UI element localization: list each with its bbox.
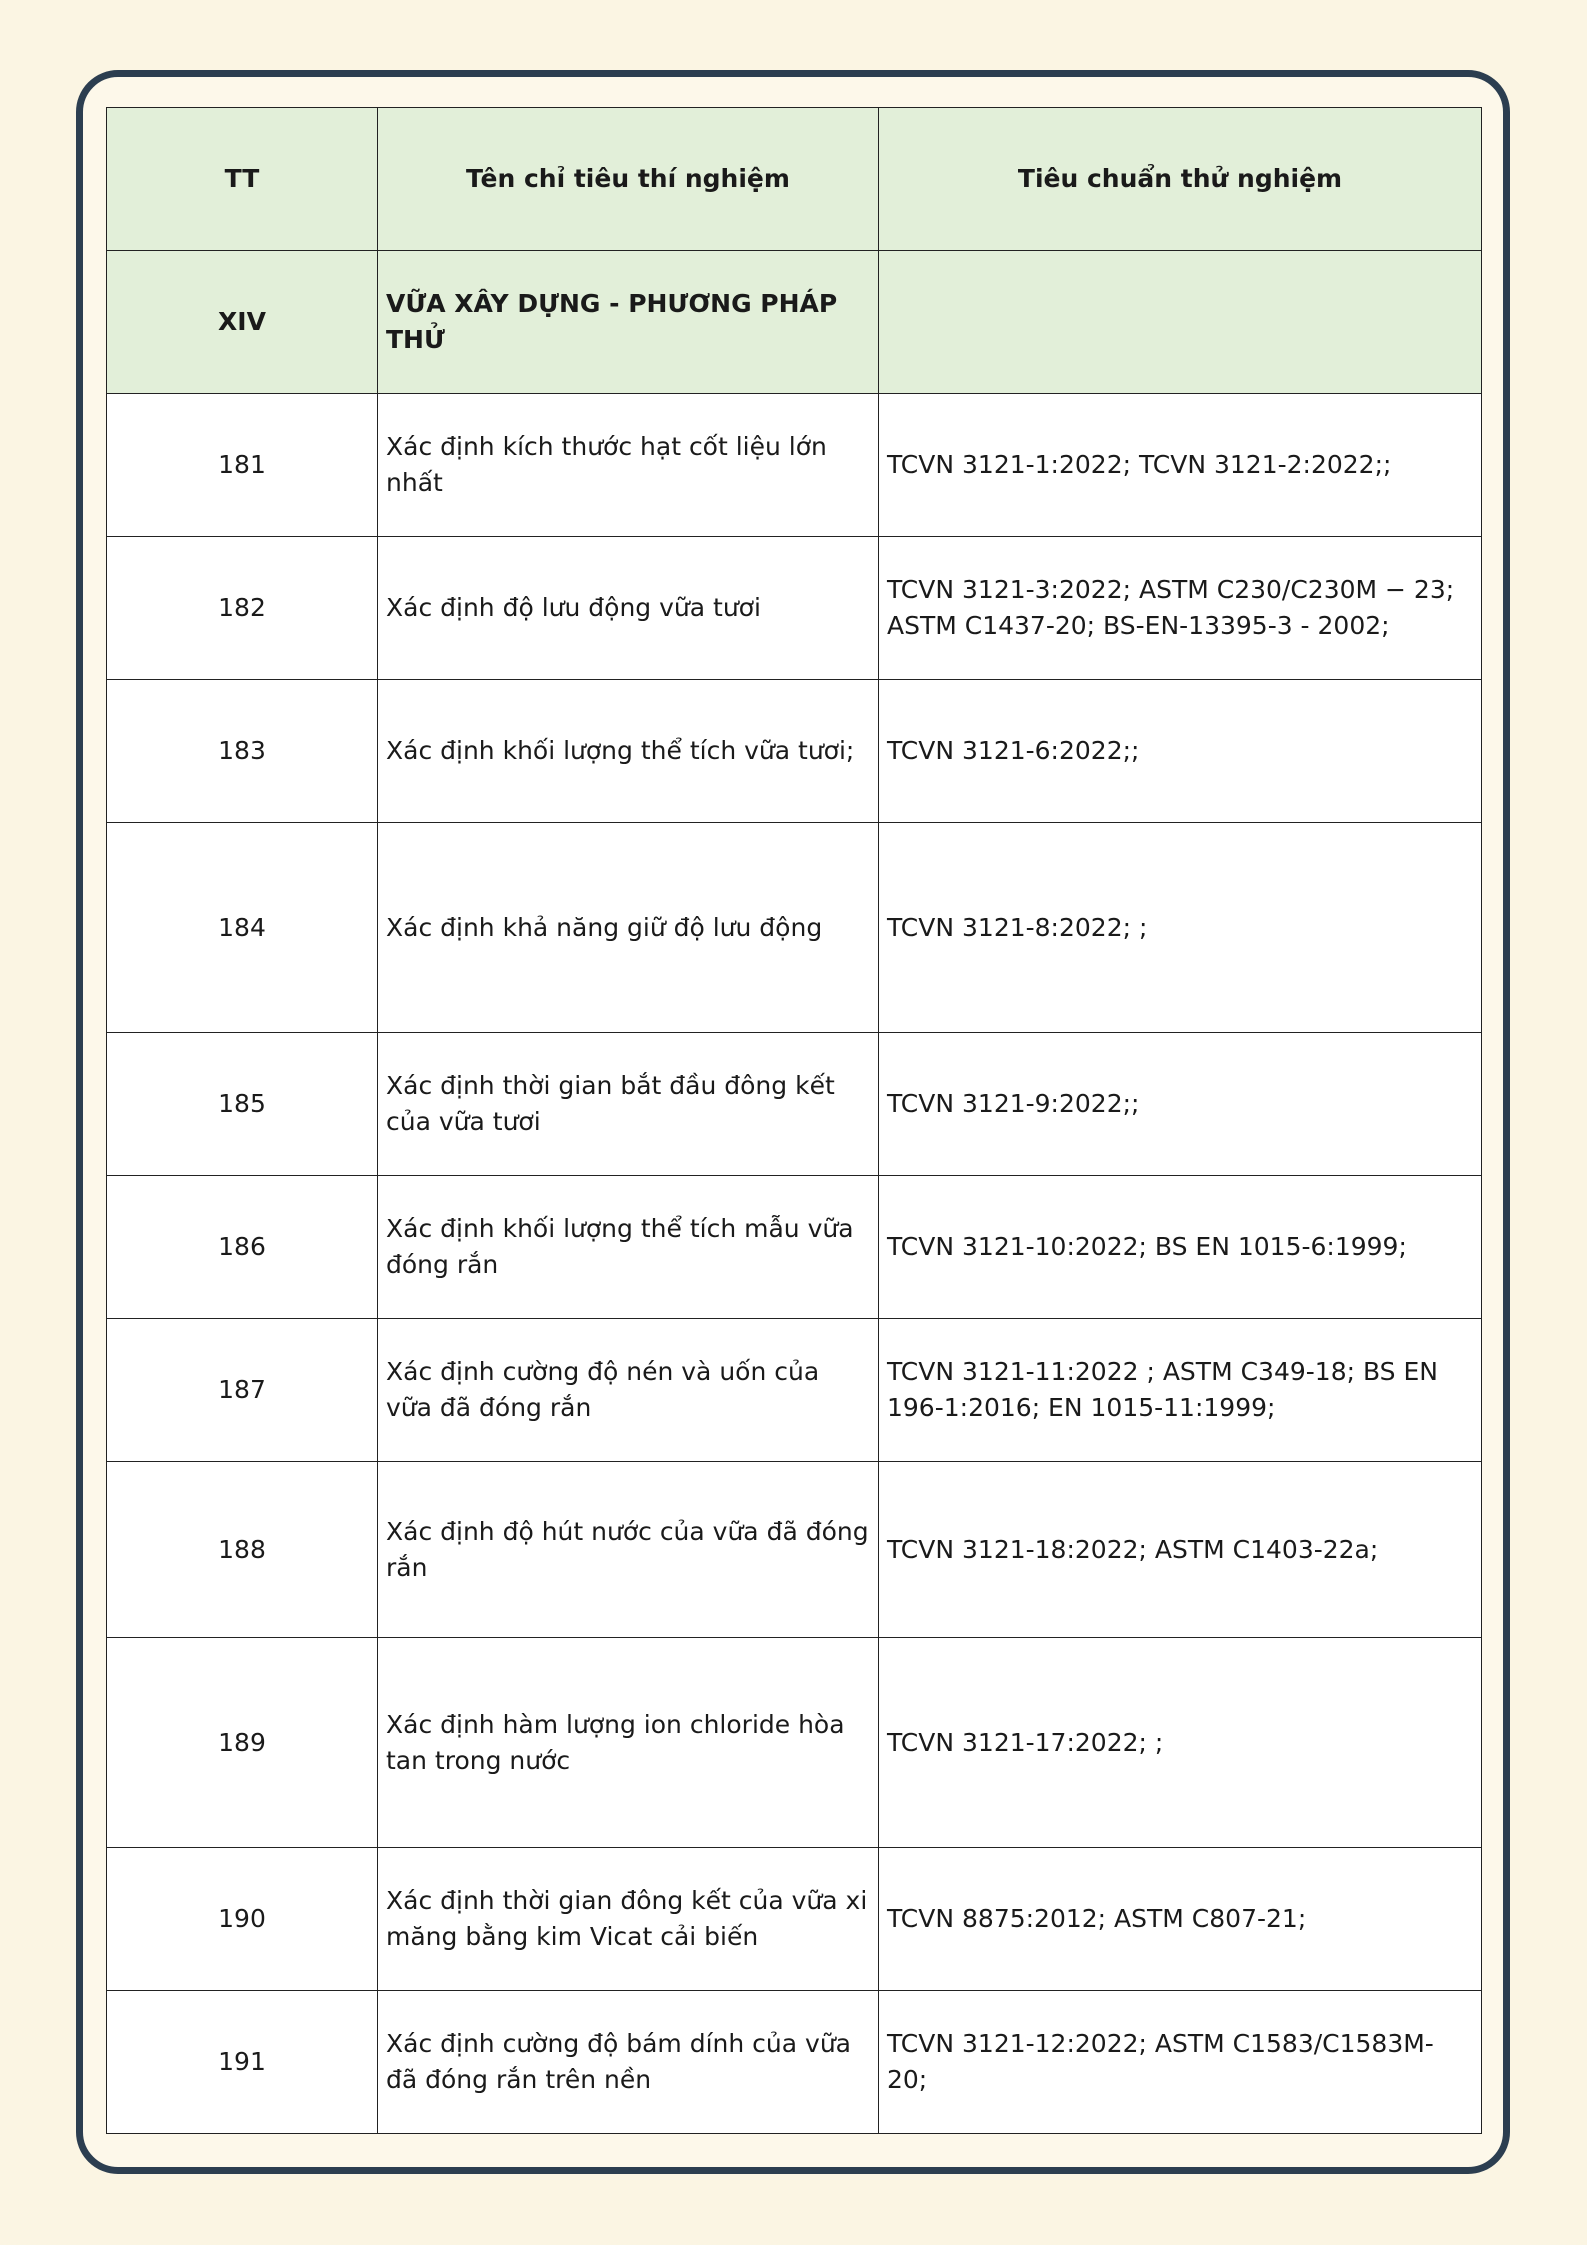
- header-standard: Tiêu chuẩn thử nghiệm: [879, 108, 1482, 251]
- row-name: Xác định khả năng giữ độ lưu động: [378, 823, 879, 1033]
- table-row: [107, 1462, 1482, 1638]
- row-name: Xác định hàm lượng ion chloride hòa tan trong nước: [378, 1638, 879, 1848]
- row-name: Xác định thời gian đông kết của vữa xi măng bằng kim Vicat cải biến: [378, 1848, 879, 1991]
- row-standard: TCVN 3121-18:2022; ASTM C1403-22a;: [879, 1462, 1482, 1638]
- section-standard: [879, 251, 1482, 394]
- row-name: Xác định độ lưu động vữa tươi: [378, 537, 879, 680]
- row-standard: TCVN 3121-3:2022; ASTM C230/C230M − 23; ASTM C1437-20; BS-EN-13395-3 - 2002;: [879, 537, 1482, 680]
- row-standard: TCVN 3121-8:2022; ;: [879, 823, 1482, 1033]
- row-name: Xác định khối lượng thể tích vữa tươi;: [378, 680, 879, 823]
- row-tt: 186: [107, 1176, 378, 1319]
- row-tt: 182: [107, 537, 378, 680]
- section-row: [107, 251, 1482, 394]
- row-standard: TCVN 3121-6:2022;;: [879, 680, 1482, 823]
- header-name: Tên chỉ tiêu thí nghiệm: [378, 108, 879, 251]
- row-standard: TCVN 3121-10:2022; BS EN 1015-6:1999;: [879, 1176, 1482, 1319]
- table-row: [107, 1319, 1482, 1462]
- row-tt: 187: [107, 1319, 378, 1462]
- row-tt: 185: [107, 1033, 378, 1176]
- table-row: [107, 823, 1482, 1033]
- header-row: [107, 108, 1482, 251]
- row-name: Xác định độ hút nước của vữa đã đóng rắn: [378, 1462, 879, 1638]
- table-row: [107, 1033, 1482, 1176]
- table-row: [107, 394, 1482, 537]
- row-name: Xác định khối lượng thể tích mẫu vữa đóng rắn: [378, 1176, 879, 1319]
- table-row: [107, 1176, 1482, 1319]
- table-row: [107, 680, 1482, 823]
- row-tt: 191: [107, 1991, 378, 2134]
- row-name: Xác định cường độ bám dính của vữa đã đóng rắn trên nền: [378, 1991, 879, 2134]
- row-standard: TCVN 3121-17:2022; ;: [879, 1638, 1482, 1848]
- row-tt: 188: [107, 1462, 378, 1638]
- row-tt: 183: [107, 680, 378, 823]
- row-standard: TCVN 8875:2012; ASTM C807-21;: [879, 1848, 1482, 1991]
- row-name: Xác định kích thước hạt cốt liệu lớn nhất: [378, 394, 879, 537]
- table-row: [107, 537, 1482, 680]
- section-name: VỮA XÂY DỰNG - PHƯƠNG PHÁP THỬ: [378, 251, 879, 394]
- row-name: Xác định cường độ nén và uốn của vữa đã đóng rắn: [378, 1319, 879, 1462]
- row-standard: TCVN 3121-9:2022;;: [879, 1033, 1482, 1176]
- row-tt: 184: [107, 823, 378, 1033]
- table-row: [107, 1991, 1482, 2134]
- table-row: [107, 1638, 1482, 1848]
- standards-table: [106, 107, 1482, 2134]
- row-tt: 189: [107, 1638, 378, 1848]
- row-standard: TCVN 3121-11:2022 ; ASTM C349-18; BS EN 196-1:2016; EN 1015-11:1999;: [879, 1319, 1482, 1462]
- row-tt: 190: [107, 1848, 378, 1991]
- row-name: Xác định thời gian bắt đầu đông kết của vữa tươi: [378, 1033, 879, 1176]
- row-standard: TCVN 3121-12:2022; ASTM C1583/C1583M-20;: [879, 1991, 1482, 2134]
- row-standard: TCVN 3121-1:2022; TCVN 3121-2:2022;;: [879, 394, 1482, 537]
- section-tt: XIV: [107, 251, 378, 394]
- table-row: [107, 1848, 1482, 1991]
- header-tt: TT: [107, 108, 378, 251]
- row-tt: 181: [107, 394, 378, 537]
